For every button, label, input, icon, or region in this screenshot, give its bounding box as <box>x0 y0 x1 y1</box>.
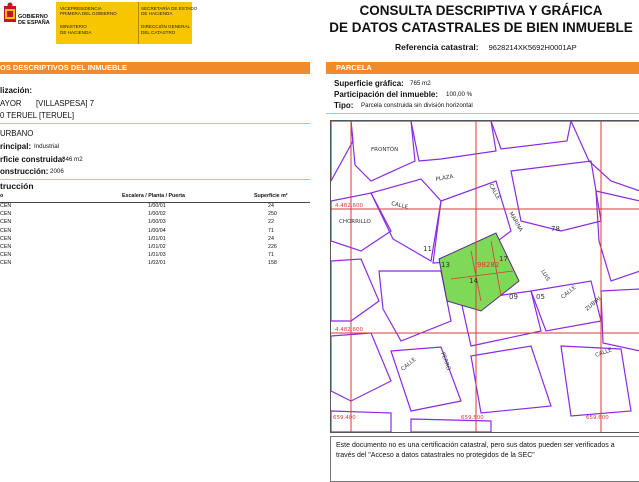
street-label: PERRO <box>439 351 452 372</box>
table-row <box>0 236 310 244</box>
table-cell-use: CEN <box>0 203 12 209</box>
surface-label: Superficie gráfica: <box>334 79 404 88</box>
table-cell-use: CEN <box>0 243 12 250</box>
table-cell-floor: 1/00/03 <box>148 219 166 226</box>
table-cell-area: 158 <box>268 260 277 267</box>
divider <box>0 179 310 180</box>
coord-label: 659.600 <box>586 415 609 421</box>
year-label: onstrucción: <box>0 167 49 176</box>
table-row <box>0 211 310 219</box>
block-number: 09 <box>509 293 518 301</box>
year-value: 2006 <box>50 168 64 175</box>
area-label: rficie construida: <box>0 155 65 164</box>
block-number: 05 <box>536 293 545 301</box>
coord-label: 659.400 <box>333 415 356 421</box>
ministry-text: VICEPRESIDENCIA PRIMERA DEL GOBIERNO MINISTERIO DE HACIENDA <box>60 6 117 35</box>
table-cell-area: 71 <box>268 252 274 259</box>
street-label: ZUBIRI <box>584 295 603 313</box>
location-line2: 0 TERUEL [TERUEL] <box>0 111 75 120</box>
section-bar-descriptive: OS DESCRIPTIVOS DEL INMUEBLE <box>0 62 310 74</box>
location-line1a: AYOR <box>0 99 22 108</box>
use-value: Industrial <box>34 143 60 150</box>
street-label: CALLE <box>594 347 613 359</box>
coord-label: 4.482.600 <box>335 203 363 209</box>
class-value: URBANO <box>0 129 34 138</box>
table-cell-area: 24 <box>268 235 274 242</box>
table-row <box>0 203 310 211</box>
table-cell-area: 226 <box>268 243 277 250</box>
street-label: MARINA <box>507 211 524 233</box>
table-cell-use: CEN <box>0 260 12 267</box>
block-number: 11 <box>423 245 432 253</box>
street-label: CALLE <box>400 356 418 373</box>
use-label: rincipal: <box>0 142 32 151</box>
table-cell-use: CEN <box>0 235 12 242</box>
share-label: Participación del inmueble: <box>334 90 439 99</box>
disclaimer-text: Este documento no es una certificación catastral, pero sus datos pueden ser verificados a través del "Acceso a datos catastrales no protegidos de la SEC" <box>336 442 615 459</box>
table-cell-use: CEN <box>0 227 12 234</box>
block-number: 17 <box>499 255 508 263</box>
street-label: FRONTÓN <box>371 147 399 153</box>
location-label: lización: <box>0 86 33 95</box>
table-row <box>0 260 310 268</box>
table-cell-area: 250 <box>268 211 277 218</box>
block-number: 98282 <box>477 261 500 269</box>
street-label: CALLE <box>487 183 502 201</box>
table-row <box>0 228 310 236</box>
secretary-text: SECRETARÍA DE ESTADO DE HACIENDA DIRECCIÓN GENERAL DEL CATASTRO <box>141 6 198 35</box>
section-bar-parcel: PARCELA <box>326 62 639 74</box>
construction-table <box>0 193 310 269</box>
highlighted-parcel <box>439 233 519 311</box>
divider <box>0 123 310 124</box>
cadastral-reference: Referencia catastral: 9628214XK5692H0001AP <box>395 42 577 52</box>
block-number: 13 <box>441 261 450 269</box>
table-cell-area: 71 <box>268 227 274 234</box>
block-number: 14 <box>469 277 478 285</box>
type-label: Tipo: <box>334 101 354 110</box>
table-cell-area: 22 <box>268 219 274 226</box>
parcel-map[interactable] <box>330 120 639 433</box>
table-cell-area: 24 <box>268 203 274 209</box>
table-cell-floor: 1/01/03 <box>148 252 166 259</box>
street-label: CALLE <box>560 284 578 301</box>
coord-label: 4.482.600 <box>335 327 363 333</box>
type-value: Parcela construida sin división horizontal <box>361 102 473 109</box>
divider <box>326 113 639 114</box>
area-value: 846 m2 <box>62 156 83 163</box>
table-row <box>0 244 310 252</box>
cadastral-map-svg <box>331 121 639 432</box>
table-cell-floor: 1/02/01 <box>148 260 166 267</box>
street-label: CHORRILLO <box>339 219 371 225</box>
coord-label: 659.500 <box>461 415 484 421</box>
block-number: 78 <box>551 225 560 233</box>
table-cell-floor: 1/00/04 <box>148 227 166 234</box>
table-header: o Escalera / Planta / Puerta Superficie m² <box>0 193 288 199</box>
table-cell-use: CEN <box>0 211 12 218</box>
table-cell-floor: 1/01/01 <box>148 235 166 242</box>
table-cell-use: CEN <box>0 252 12 259</box>
table-cell-floor: 1/00/02 <box>148 211 166 218</box>
street-label: LUIS <box>539 269 551 283</box>
page-title-line1: CONSULTA DESCRIPTIVA Y GRÁFICA <box>359 3 603 18</box>
gov-name: GOBIERNO DE ESPAÑA <box>18 14 50 26</box>
table-row <box>0 252 310 260</box>
divider <box>138 2 139 44</box>
table-cell-use: CEN <box>0 219 12 226</box>
table-row <box>0 219 310 227</box>
table-cell-floor: 1/00/01 <box>148 203 166 209</box>
share-value: 100,00 % <box>446 91 473 98</box>
surface-value: 765 m2 <box>410 80 431 87</box>
street-label: CALLE <box>390 201 409 211</box>
table-cell-floor: 1/01/02 <box>148 243 166 250</box>
construction-title: trucción <box>0 181 34 191</box>
location-line1b: [VILLASPESA] 7 <box>36 99 95 108</box>
page-title-line2: DE DATOS CATASTRALES DE BIEN INMUEBLE <box>329 20 633 35</box>
street-label: PLAZA <box>435 173 454 183</box>
